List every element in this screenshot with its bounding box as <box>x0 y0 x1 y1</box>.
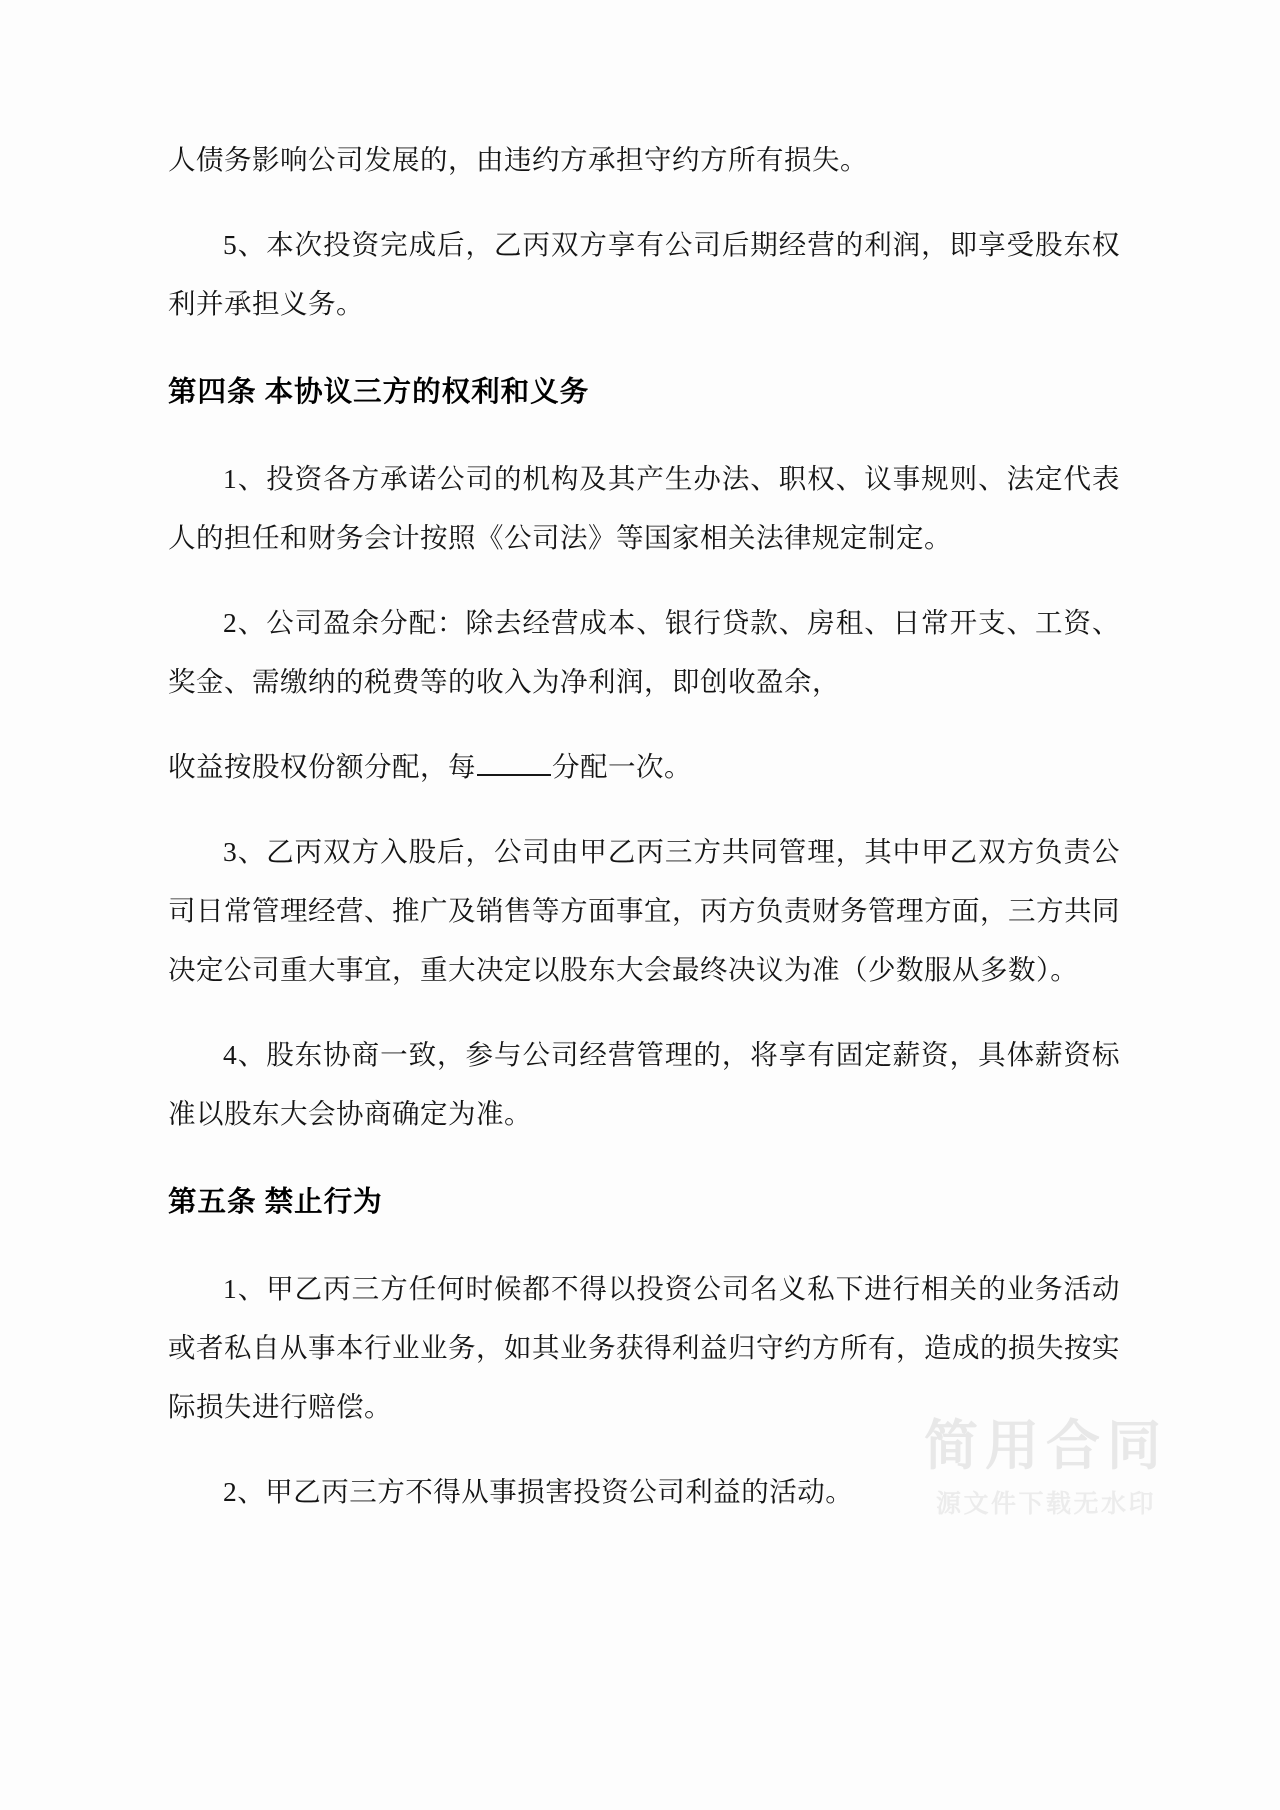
document-body <box>168 130 1120 1521</box>
paragraph-a5-item-2: 2、甲乙丙三方不得从事损害投资公司利益的活动。 <box>223 1476 854 1507</box>
paragraph-a5-item-1: 1、甲乙丙三方任何时候都不得以投资公司名义私下进行相关的业务活动或者私自从事本行业业务，如其业务获得利益归守约方所有，造成的损失按实际损失进行赔偿。 <box>168 1273 1120 1422</box>
paragraph-carryover: 人债务影响公司发展的，由违约方承担守约方所有损失。 <box>168 144 868 175</box>
watermark-tagline-text: 源文件下载无水印 <box>935 1489 1156 1518</box>
paragraph-a4-item-1: 1、投资各方承诺公司的机构及其产生办法、职权、议事规则、法定代表人的担任和财务会计按照《公司法》等国家相关法律规定制定。 <box>168 463 1120 553</box>
paragraph-a4-item-2-fill <box>168 737 1120 796</box>
watermark-brand-text: 简用合同 <box>924 1413 1168 1477</box>
paragraph-item-5: 5、本次投资完成后，乙丙双方享有公司后期经营的利润，即享受股东权利并承担义务。 <box>168 229 1120 319</box>
blank-fill-period[interactable] <box>477 745 551 776</box>
paragraph-a4-item-3: 3、乙丙双方入股后，公司由甲乙丙三方共同管理，其中甲乙双方负责公司日常管理经营、推广及销售等方面事宜，丙方负责财务管理方面，三方共同决定公司重大事宜，重大决定以股东大会最终决议为准（少数服从多数）。 <box>168 836 1120 985</box>
fill-text-before: 收益按股权份额分配，每 <box>168 751 476 782</box>
paragraph-a4-item-2-lead: 2、公司盈余分配：除去经营成本、银行贷款、房租、日常开支、工资、奖金、需缴纳的税费等的收入为净利润，即创收盈余， <box>168 607 1120 697</box>
heading-article-5: 第五条 禁止行为 <box>168 1187 383 1218</box>
fill-text-after: 分配一次。 <box>552 751 692 782</box>
paragraph-a4-item-4: 4、股东协商一致，参与公司经营管理的，将享有固定薪资，具体薪资标准以股东大会协商确定为准。 <box>168 1039 1120 1129</box>
heading-article-4: 第四条 本协议三方的权利和义务 <box>168 377 590 408</box>
